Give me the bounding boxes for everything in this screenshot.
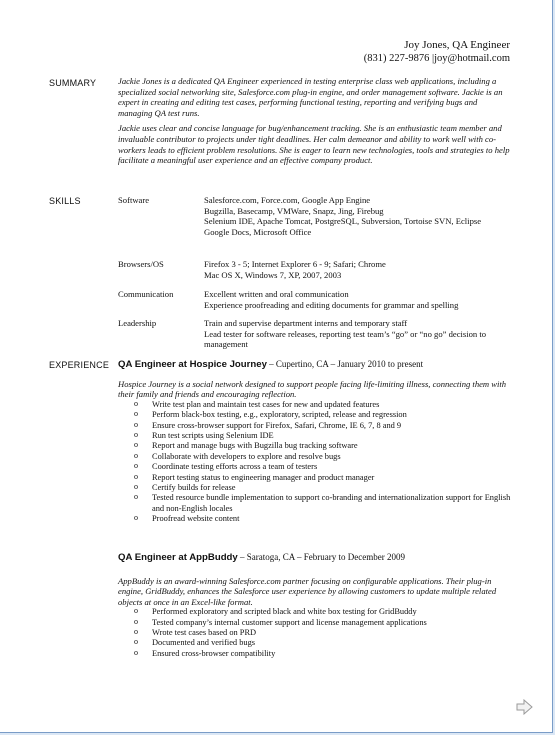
skill-item: Experience proofreading and editing documents for grammar and spelling [204, 299, 459, 310]
list-item: o Write test plan and maintain test cases for new and updated features [134, 400, 518, 410]
skill-category: Communication [118, 289, 174, 299]
resume-header [364, 39, 510, 65]
skill-item: Google Docs, Microsoft Office [204, 226, 312, 237]
experience-label: EXPERIENCE [49, 360, 110, 370]
list-item: o Tested company’s internal customer support and license management applications [134, 618, 518, 628]
list-item: o Coordinate testing efforts across a team of testers [134, 462, 518, 472]
list-item: o Report testing status to engineering manager and product manager [134, 473, 518, 483]
skill-item: Excellent written and oral communication [204, 289, 349, 299]
skill-items [204, 318, 516, 350]
job-bullets [134, 607, 518, 659]
summary-paragraph: Jackie uses clear and concise language for bug/enhancement tracking. She is an enthusiastic team member and invaluable contributor to projects under tight deadlines. Her calm demeanor and ability to work well with co-workers leads to efficient problem resolutions. She is eager to learn new technologies, tools and strategies to help facilitate a meaningful user experience and an effective company product. [118, 123, 510, 166]
contact-info: (831) 227-9876 |joy@hotmail.com [363, 53, 510, 64]
skill-item: Train and supervise department interns and temporary staff [204, 318, 408, 328]
skill-item: Selenium IDE, Apache Tomcat, PostgreSQL, Subversion, Tortoise SVN, Eclipse [204, 216, 482, 227]
job-meta: – Saratoga, CA – February to December 2009 [237, 552, 405, 562]
skill-category: Leadership [118, 318, 157, 328]
skill-item: Bugzilla, Basecamp, VMWare, Snapz, Jing, Firebug [204, 205, 384, 216]
job-description: Hospice Journey is a social network designed to support people facing life-limiting illness, connecting them with their family and friends and encouraging reflection. [118, 379, 507, 400]
job-title [118, 551, 518, 564]
job-title [118, 358, 518, 371]
list-item: o Collaborate with developers to explore and resolve bugs [134, 452, 518, 462]
job-meta: – Cupertino, CA – January 2010 to present [266, 359, 424, 369]
list-item: o Ensure cross-browser support for Firefox, Safari, Chrome, IE 6, 7, 8 and 9 [134, 421, 518, 431]
skill-items [204, 195, 516, 237]
job-entry [118, 358, 518, 525]
list-item: o Wrote test cases based on PRD [134, 628, 518, 638]
list-item: o Performed exploratory and scripted black and white box testing for GridBuddy [134, 607, 518, 617]
list-item: o Report and manage bugs with Bugzilla bug tracking software [134, 441, 518, 451]
list-item: o Proofread website content [134, 514, 518, 524]
summary-section [118, 76, 510, 171]
job-role: QA Engineer at AppBuddy [118, 552, 238, 563]
skills-label: SKILLS [49, 196, 81, 206]
skill-category: Software [118, 195, 150, 205]
skill-items [204, 259, 516, 280]
summary-paragraph: Jackie Jones is a dedicated QA Engineer experienced in testing enterprise class web applications, including a specialized social networking site, Salesforce.com plug-in engine, and order management software. Jackie is an expert in creating and editing test cases, performing functional testing, reporting and verifying bugs and managing QA test runs. [118, 76, 503, 118]
job-bullets [134, 400, 518, 525]
list-item: o Ensured cross-browser compatibility [134, 649, 518, 659]
summary-label: SUMMARY [49, 78, 97, 88]
list-item: o Tested resource bundle implementation to support co-branding and internationalization support for English and non-English locales [134, 493, 518, 514]
skill-items [204, 289, 516, 310]
skill-item: Salesforce.com, Force.com, Google App Engine [204, 195, 371, 205]
skill-item: Firefox 3 - 5; Internet Explorer 6 - 9; Safari; Chrome [204, 259, 386, 269]
job-entry [118, 551, 518, 659]
skill-item: Lead tester for software releases, reporting test team’s “go” or “no go” decision to management [204, 328, 487, 350]
name-title: Joy Jones, QA Engineer [404, 39, 510, 51]
list-item: o Certify builds for release [134, 483, 518, 493]
list-item: o Perform black-box testing, e.g., exploratory, scripted, release and regression [134, 410, 518, 420]
list-item: o Run test scripts using Selenium IDE [134, 431, 518, 441]
skill-item: Mac OS X, Windows 7, XP, 2007, 2003 [204, 269, 342, 280]
arrow-right-icon[interactable] [515, 699, 533, 715]
job-role: QA Engineer at Hospice Journey [118, 359, 267, 370]
job-description: AppBuddy is an award-winning Salesforce.com partner focusing on configurable applications. Their plug-in engine, GridBuddy, enhances the Salesforce user experience by allowing customers to update multiple related objects at once in an Excel-like format. [118, 576, 497, 607]
list-item: o Documented and verified bugs [134, 638, 518, 648]
skill-category: Browsers/OS [118, 259, 164, 269]
